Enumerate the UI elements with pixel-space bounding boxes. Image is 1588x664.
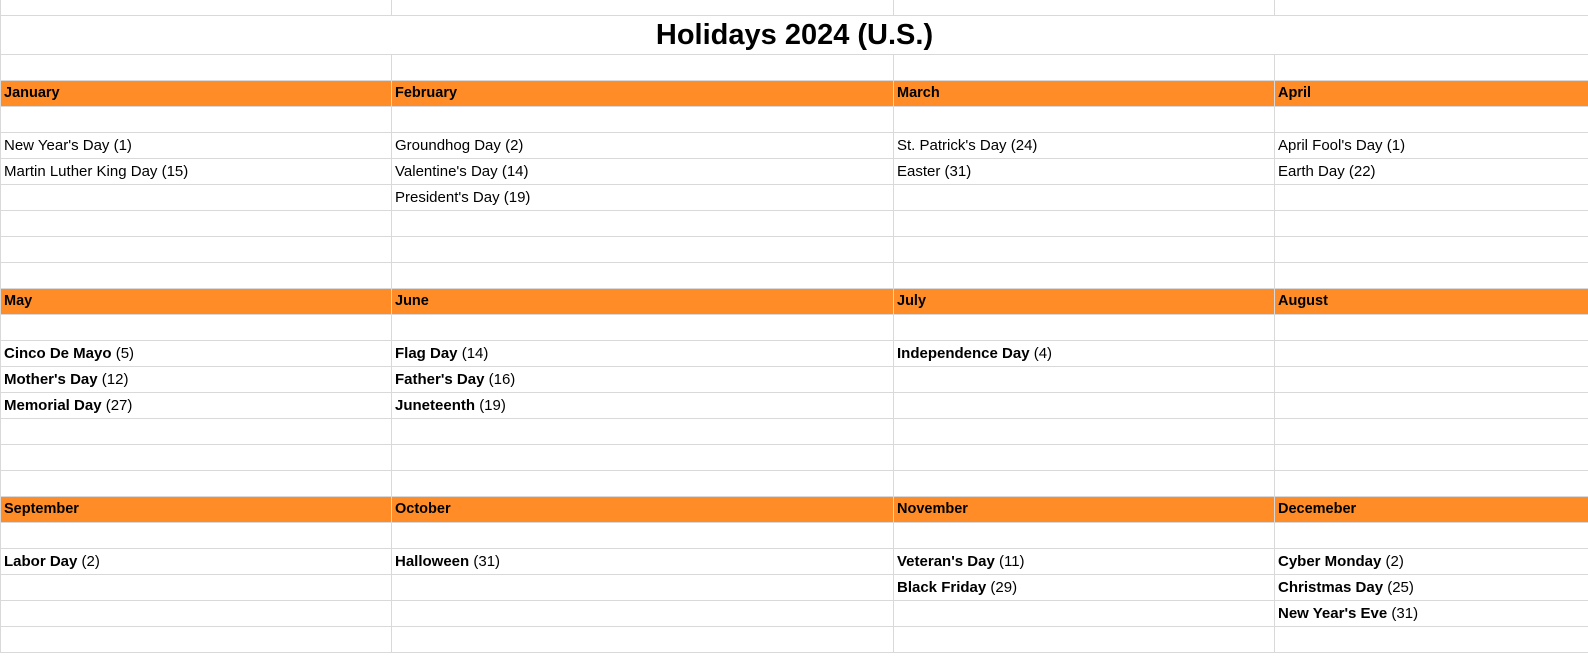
cell-blank[interactable] bbox=[894, 237, 1275, 263]
holiday-row bbox=[1, 367, 1588, 393]
holiday-row bbox=[1, 133, 1588, 159]
cell-blank[interactable] bbox=[1, 107, 392, 133]
month-header-december[interactable]: Decemeber bbox=[1275, 497, 1588, 523]
holiday-date: (31) bbox=[473, 553, 501, 570]
spacer-row bbox=[1, 471, 1588, 497]
cell-blank[interactable] bbox=[1, 419, 392, 445]
spacer-row bbox=[1, 523, 1588, 549]
holiday-cell[interactable] bbox=[392, 185, 894, 211]
month-header-march[interactable]: March bbox=[894, 81, 1275, 107]
cell-blank[interactable] bbox=[894, 55, 1275, 81]
title-row bbox=[1, 16, 1588, 55]
holiday-cell[interactable] bbox=[894, 367, 1275, 393]
holiday-date: (1) bbox=[1386, 137, 1406, 154]
holiday-cell[interactable] bbox=[894, 549, 1275, 575]
cell-blank[interactable] bbox=[1275, 523, 1588, 549]
cell-blank[interactable] bbox=[1, 0, 392, 16]
holiday-cell[interactable] bbox=[1, 367, 392, 393]
holiday-name: Juneteenth bbox=[395, 397, 476, 414]
sheet-body bbox=[1, 0, 1588, 653]
holiday-cell[interactable] bbox=[894, 601, 1275, 627]
holiday-name: New Year's Eve bbox=[1278, 605, 1388, 622]
cell-blank[interactable] bbox=[392, 211, 894, 237]
holiday-date: (31) bbox=[1391, 605, 1419, 622]
holiday-name: Cinco De Mayo bbox=[4, 345, 112, 362]
holiday-cell[interactable] bbox=[1, 341, 392, 367]
holiday-name: New Year's Day bbox=[4, 137, 110, 154]
cell-blank[interactable] bbox=[392, 0, 894, 16]
holiday-date: (25) bbox=[1387, 579, 1414, 596]
holiday-name: Mother's Day bbox=[4, 371, 98, 388]
holiday-name: Memorial Day bbox=[4, 397, 102, 414]
cell-blank[interactable] bbox=[392, 55, 894, 81]
spacer-row bbox=[1, 237, 1588, 263]
cell-blank[interactable] bbox=[392, 263, 894, 289]
holiday-cell[interactable] bbox=[1275, 185, 1588, 211]
cell-blank[interactable] bbox=[1275, 263, 1588, 289]
cell-blank[interactable] bbox=[1275, 445, 1588, 471]
holiday-cell[interactable] bbox=[1275, 367, 1588, 393]
cell-blank[interactable] bbox=[894, 445, 1275, 471]
holiday-date: (24) bbox=[1010, 137, 1038, 154]
holiday-name: Earth Day bbox=[1278, 163, 1345, 180]
holiday-name: Father's Day bbox=[395, 371, 485, 388]
holiday-date: (11) bbox=[998, 553, 1025, 570]
month-header-row bbox=[1, 81, 1588, 107]
cell-blank[interactable] bbox=[392, 107, 894, 133]
cell-blank[interactable] bbox=[1275, 211, 1588, 237]
spacer-row bbox=[1, 55, 1588, 81]
holiday-cell[interactable] bbox=[1275, 133, 1588, 159]
spacer-row bbox=[1, 107, 1588, 133]
holiday-date: (29) bbox=[990, 579, 1018, 596]
holiday-date: (4) bbox=[1033, 345, 1053, 362]
month-header-row bbox=[1, 289, 1588, 315]
holiday-row bbox=[1, 575, 1588, 601]
cell-blank[interactable] bbox=[1275, 315, 1588, 341]
holiday-cell[interactable] bbox=[392, 601, 894, 627]
cell-blank[interactable] bbox=[894, 315, 1275, 341]
holiday-cell[interactable] bbox=[1275, 575, 1588, 601]
cell-blank[interactable] bbox=[392, 419, 894, 445]
holiday-name: April Fool's Day bbox=[1278, 137, 1383, 154]
cell-blank[interactable] bbox=[894, 471, 1275, 497]
spacer-row bbox=[1, 315, 1588, 341]
holiday-cell[interactable] bbox=[1275, 549, 1588, 575]
cell-blank[interactable] bbox=[1, 263, 392, 289]
holiday-row bbox=[1, 393, 1588, 419]
holiday-name: Christmas Day bbox=[1278, 579, 1384, 596]
holiday-name: Halloween bbox=[395, 553, 470, 570]
holiday-row bbox=[1, 549, 1588, 575]
cell-blank[interactable] bbox=[1, 55, 392, 81]
holiday-name: Martin Luther King Day bbox=[4, 163, 158, 180]
cell-blank[interactable] bbox=[1275, 627, 1588, 653]
spacer-row bbox=[1, 263, 1588, 289]
cell-blank[interactable] bbox=[392, 471, 894, 497]
holiday-cell[interactable] bbox=[894, 575, 1275, 601]
holiday-cell[interactable] bbox=[392, 159, 894, 185]
month-header-august[interactable]: August bbox=[1275, 289, 1588, 315]
cell-blank[interactable] bbox=[894, 419, 1275, 445]
holiday-cell[interactable] bbox=[1275, 393, 1588, 419]
cell-blank[interactable] bbox=[894, 0, 1275, 16]
holiday-date: (31) bbox=[944, 163, 972, 180]
cell-blank[interactable] bbox=[1, 237, 392, 263]
holiday-row bbox=[1, 341, 1588, 367]
holiday-date: (19) bbox=[479, 397, 506, 414]
holiday-date: (2) bbox=[1385, 553, 1404, 570]
cell-blank[interactable] bbox=[1275, 0, 1588, 16]
spacer-row bbox=[1, 445, 1588, 471]
month-header-july[interactable]: July bbox=[894, 289, 1275, 315]
holiday-cell[interactable] bbox=[1275, 341, 1588, 367]
month-header-may[interactable]: May bbox=[1, 289, 392, 315]
holiday-date: (19) bbox=[503, 189, 531, 206]
cell-blank[interactable] bbox=[1275, 55, 1588, 81]
holiday-name: Cyber Monday bbox=[1278, 553, 1382, 570]
holiday-row bbox=[1, 601, 1588, 627]
holiday-cell[interactable] bbox=[1, 601, 392, 627]
holiday-name: Veteran's Day bbox=[897, 553, 995, 570]
cell-blank[interactable] bbox=[392, 237, 894, 263]
cell-blank[interactable] bbox=[1, 523, 392, 549]
holiday-date: (14) bbox=[501, 163, 529, 180]
holiday-cell[interactable] bbox=[392, 575, 894, 601]
month-header-row bbox=[1, 497, 1588, 523]
cell-blank[interactable] bbox=[392, 627, 894, 653]
holiday-cell[interactable] bbox=[1275, 159, 1588, 185]
holiday-cell[interactable] bbox=[894, 393, 1275, 419]
holiday-cell[interactable] bbox=[894, 341, 1275, 367]
holiday-date: (14) bbox=[461, 345, 489, 362]
holiday-row bbox=[1, 185, 1588, 211]
month-header-september[interactable]: September bbox=[1, 497, 392, 523]
holiday-cell[interactable] bbox=[1, 133, 392, 159]
month-header-january[interactable]: January bbox=[1, 81, 392, 107]
cell-blank[interactable] bbox=[1275, 419, 1588, 445]
holiday-name: St. Patrick's Day bbox=[897, 137, 1007, 154]
holiday-name: Valentine's Day bbox=[395, 163, 498, 180]
cell-blank[interactable] bbox=[1, 471, 392, 497]
holiday-cell[interactable] bbox=[894, 133, 1275, 159]
holiday-date: (5) bbox=[115, 345, 135, 362]
spacer-row bbox=[1, 419, 1588, 445]
holiday-date: (1) bbox=[113, 137, 132, 154]
holiday-date: (12) bbox=[101, 371, 129, 388]
cell-blank[interactable] bbox=[1275, 471, 1588, 497]
holiday-date: (2) bbox=[505, 137, 524, 154]
holiday-date: (2) bbox=[81, 553, 100, 570]
holiday-cell[interactable] bbox=[1275, 601, 1588, 627]
cell-blank[interactable] bbox=[1, 445, 392, 471]
holiday-name: Flag Day bbox=[395, 345, 458, 362]
holiday-cell[interactable] bbox=[392, 341, 894, 367]
holiday-date: (22) bbox=[1348, 163, 1376, 180]
holiday-row bbox=[1, 159, 1588, 185]
cell-blank[interactable] bbox=[1, 211, 392, 237]
spacer-row bbox=[1, 627, 1588, 653]
cell-blank[interactable] bbox=[894, 263, 1275, 289]
cell-blank[interactable] bbox=[894, 523, 1275, 549]
holiday-date: (16) bbox=[488, 371, 516, 388]
cell-blank[interactable] bbox=[894, 107, 1275, 133]
cell-blank[interactable] bbox=[1, 627, 392, 653]
holiday-name: Black Friday bbox=[897, 579, 987, 596]
cell-blank[interactable] bbox=[1275, 107, 1588, 133]
holiday-cell[interactable] bbox=[392, 367, 894, 393]
holiday-date: (15) bbox=[161, 163, 189, 180]
cell-blank[interactable] bbox=[392, 445, 894, 471]
spacer-row bbox=[1, 0, 1588, 16]
holiday-cell[interactable] bbox=[1, 575, 392, 601]
cell-blank[interactable] bbox=[894, 211, 1275, 237]
holiday-name: Labor Day bbox=[4, 553, 78, 570]
holiday-cell[interactable] bbox=[392, 549, 894, 575]
cell-blank[interactable] bbox=[894, 627, 1275, 653]
holiday-cell[interactable] bbox=[392, 393, 894, 419]
cell-blank[interactable] bbox=[392, 523, 894, 549]
holiday-name: Easter bbox=[897, 163, 941, 180]
holiday-name: President's Day bbox=[395, 189, 500, 206]
holiday-cell[interactable] bbox=[894, 185, 1275, 211]
month-header-october[interactable]: October bbox=[392, 497, 894, 523]
page-title[interactable]: Holidays 2024 (U.S.) bbox=[1, 16, 1588, 55]
holiday-cell[interactable] bbox=[1, 393, 392, 419]
holiday-cell[interactable] bbox=[1, 159, 392, 185]
holiday-cell[interactable] bbox=[894, 159, 1275, 185]
month-header-november[interactable]: November bbox=[894, 497, 1275, 523]
spacer-row bbox=[1, 211, 1588, 237]
holiday-cell[interactable] bbox=[1, 549, 392, 575]
cell-blank[interactable] bbox=[392, 315, 894, 341]
holiday-cell[interactable] bbox=[1, 185, 392, 211]
cell-blank[interactable] bbox=[1275, 237, 1588, 263]
cell-blank[interactable] bbox=[1, 315, 392, 341]
holiday-date: (27) bbox=[105, 397, 133, 414]
month-header-february[interactable]: February bbox=[392, 81, 894, 107]
holiday-name: Groundhog Day bbox=[395, 137, 501, 154]
month-header-june[interactable]: June bbox=[392, 289, 894, 315]
holiday-name: Independence Day bbox=[897, 345, 1030, 362]
holiday-cell[interactable] bbox=[392, 133, 894, 159]
month-header-april[interactable]: April bbox=[1275, 81, 1588, 107]
